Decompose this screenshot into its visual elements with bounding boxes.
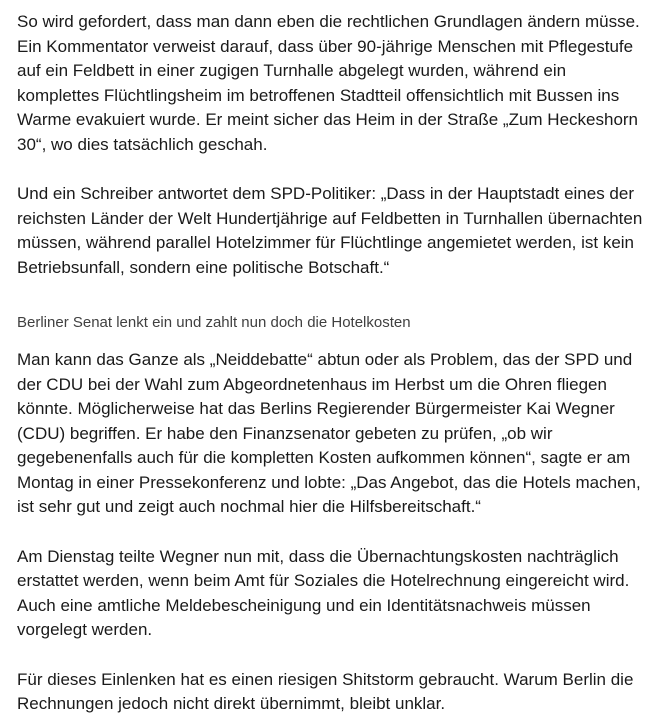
paragraph-legal-basis: So wird gefordert, dass man dann eben die rechtlichen Grundlagen ändern müsse. Ein Kommentator verweist darauf, dass über 90-jährige Menschen mit Pflegestufe auf ein Feldbett in einer zugigen Turnhalle abgelegt wurden, während ein komplettes Flüchtlingsheim im betroffenen Stadtteil offensichtlich mit Bussen ins Warme evakuiert wurde. Er meint sicher das Heim in der Straße „Zum Heckeshorn 30“, wo dies tatsächlich geschah. xyxy=(17,12,640,154)
section-heading: Berliner Senat lenkt ein und zahlt nun doch die Hotelkosten xyxy=(17,314,411,331)
paragraph-shitstorm: Für dieses Einlenken hat es einen riesigen Shitstorm gebraucht. Warum Berlin die Rechnungen jedoch nicht direkt übernimmt, bleibt unklar. xyxy=(17,669,634,713)
paragraph-reimbursement: Am Dienstag teilte Wegner nun mit, dass die Übernachtungskosten nachträglich erstattet werden, wenn beim Amt für Soziales die Hotelrechnung eingereicht wird. Auch eine amtliche Meldebescheinigung und ein Identitätsnachweis müssen vorgelegt werden. xyxy=(17,546,630,639)
paragraph-reader-reply: Und ein Schreiber antwortet dem SPD-Politiker: „Dass in der Hauptstadt eines der reichsten Länder der Welt Hundertjährige auf Feldbetten in Turnhallen übernachten müssen, während parallel Hotelzimmer für Flüchtlinge angemietet werden, ist kein Betriebsunfall, sondern eine politische Botschaft.“ xyxy=(17,184,643,277)
paragraph-neiddebatte: Man kann das Ganze als „Neiddebatte“ abtun oder als Problem, das der SPD und der CDU bei der Wahl zum Abgeordnetenhaus im Herbst um die Ohren fliegen könnte. Möglicherweise hat das Berlins Regierender Bürgermeister Kai Wegner (CDU) begriffen. Er habe den Finanzsenator gebeten zu prüfen, „ob wir gegebenenfalls auch für die kompletten Kosten aufkommen können“, sagte er am Montag in einer Pressekonferenz und lobte: „Das Angebot, das die Hotels machen, ist sehr gut und zeigt auch nochmal hier die Hilfsbereitschaft.“ xyxy=(17,350,641,516)
